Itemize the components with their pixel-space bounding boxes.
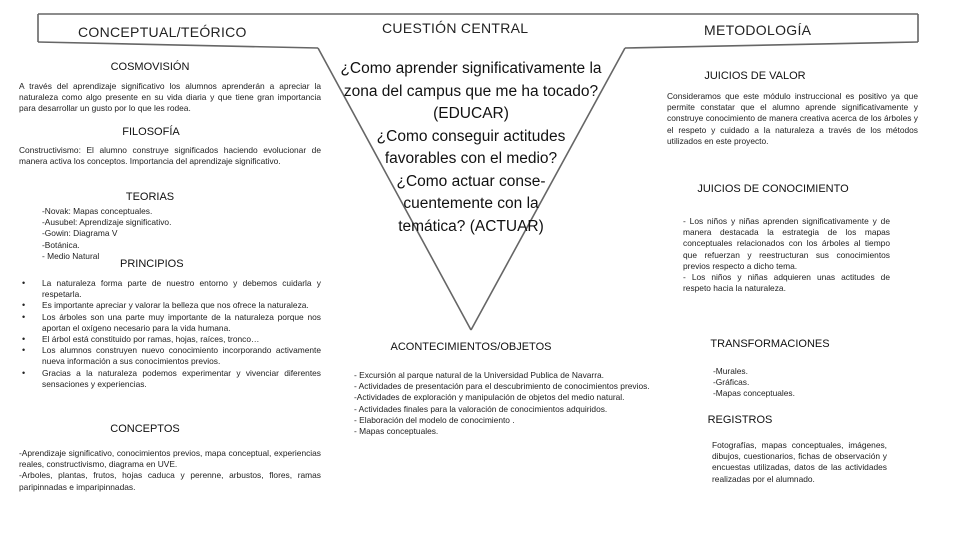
transformaciones-title: TRANSFORMACIONES [710, 338, 830, 350]
teorias-item: -Novak: Mapas conceptuales. [42, 206, 153, 216]
juicios-conocimiento-list [683, 216, 890, 294]
teorias-item: -Botánica. [42, 239, 80, 250]
cosmovision-title: COSMOVISIÓN [110, 61, 190, 73]
acontecimientos-list [354, 370, 657, 437]
principios-item: • Los alumnos construyen nuevo conocimiento incorporando activamente nueva información a sus conocimientos previos. [22, 345, 321, 367]
filosofia-text: Constructivismo: El alumno construye significados haciendo evolucionar de manera activa los conceptos. Importancia del aprendizaje significativo. [19, 145, 321, 167]
conceptos-line: -Arboles, plantas, frutos, hojas caduca y perenne, arbustos, flores, ramas paripinnadas e imparipinnadas. [19, 470, 321, 492]
cosmovision-text: A través del aprendizaje significativo los alumnos aprenderán a apreciar la naturaleza como algo presente en su vida diaria y que tiene gran importancia para desarrollar un gusto por lo que les rodea. [19, 81, 321, 114]
principios-list [22, 278, 321, 390]
conceptos-title: CONCEPTOS [110, 423, 180, 435]
header-central: CUESTIÓN CENTRAL [382, 20, 529, 36]
principios-item: • Gracias a la naturaleza podemos experimentar y vivenciar diferentes sensaciones y experiencias. [22, 368, 321, 390]
transformaciones-item: -Murales. [713, 366, 748, 376]
juicios-conocimiento-item: - Los niños y niñas aprenden significativamente y de manera destacada la estrategia de los mapas conceptuales relacionados con los árboles al tiempo que refuerzan y reestructuran sus conocimientos previos respecto a dicho tema. [683, 216, 890, 271]
conceptos-line: -Aprendizaje significativo, conocimientos previos, mapa conceptual, experiencias reales, constructivismo, diagrama en UVE. [19, 448, 321, 470]
central-question: ¿Como conseguir actitudes favorables con el medio? [376, 127, 566, 167]
v-left-arm [38, 42, 318, 48]
teorias-title: TEORIAS [125, 191, 175, 203]
central-question: ¿Como actuar conse-cuentemente con la temática? (ACTUAR) [396, 172, 546, 235]
principios-item: • Los árboles son una parte muy importante de la naturaleza porque nos aportan el oxígeno necesario para la vida humana. [22, 312, 321, 334]
conceptos-text [19, 448, 321, 493]
transformaciones-item: -Gráficas. [713, 377, 750, 388]
teorias-item: -Gowin: Diagrama V [42, 228, 118, 239]
acontecimientos-title: ACONTECIMIENTOS/OBJETOS [390, 341, 552, 353]
transformaciones-item: -Mapas conceptuales. [713, 388, 795, 399]
central-question: ¿Como aprender significativamente la zona del campus que me ha tocado? (EDUCAR) [340, 60, 602, 122]
filosofia-title: FILOSOFÍA [122, 126, 180, 138]
v-right-arm [625, 42, 918, 48]
header-conceptual: CONCEPTUAL/TEÓRICO [78, 24, 247, 40]
acontecimientos-item: - Actividades finales para la valoración de conocimientos adquiridos. [354, 403, 608, 414]
principios-item: • La naturaleza forma parte de nuestro entorno y debemos cuidarla y respetarla. [22, 278, 321, 300]
juicios-conocimiento-title: JUICIOS DE CONOCIMIENTO [697, 183, 849, 195]
acontecimientos-item: - Mapas conceptuales. [354, 426, 439, 437]
juicios-conocimiento-item: - Los niños y niñas adquieren unas actitudes de respeto hacia la naturaleza. [683, 272, 890, 294]
acontecimientos-item: - Excursión al parque natural de la Universidad Publica de Navarra. [354, 370, 604, 380]
central-questions [340, 58, 602, 238]
principios-title: PRINCIPIOS [120, 258, 184, 270]
header-metodologia: METODOLOGÍA [704, 22, 812, 38]
juicios-valor-title: JUICIOS DE VALOR [704, 70, 806, 82]
acontecimientos-item: - Elaboración del modelo de conocimiento . [354, 414, 515, 425]
teorias-item: - Medio Natural [42, 250, 100, 261]
teorias-item: -Ausubel: Aprendizaje significativo. [42, 217, 172, 228]
registros-text: Fotografías, mapas conceptuales, imágenes, dibujos, cuestionarios, fichas de observación y encuestas utilizadas, datos de las actividades realizadas por el alumnado. [712, 440, 887, 484]
principios-item: • El árbol está constituido por ramas, hojas, raíces, tronco… [22, 334, 321, 345]
registros-title: REGISTROS [707, 414, 773, 426]
juicios-valor-text: Consideramos que este módulo instruccional es positivo ya que permite constatar que el alumno aprende significativamente y construye conocimiento de manera creativa acerca de los árboles y el respeto y cuidado a la naturaleza a través de los métodos utilizados en este proyecto. [667, 91, 918, 146]
principios-item: • Es importante apreciar y valorar la belleza que nos ofrece la naturaleza. [22, 300, 321, 311]
acontecimientos-item: -Actividades de exploración y manipulación de objetos del medio natural. [354, 392, 625, 403]
transformaciones-list [713, 366, 863, 400]
teorias-list [42, 206, 242, 262]
acontecimientos-item: - Actividades de presentación para el descubrimiento de conocimientos previos. [354, 381, 650, 392]
